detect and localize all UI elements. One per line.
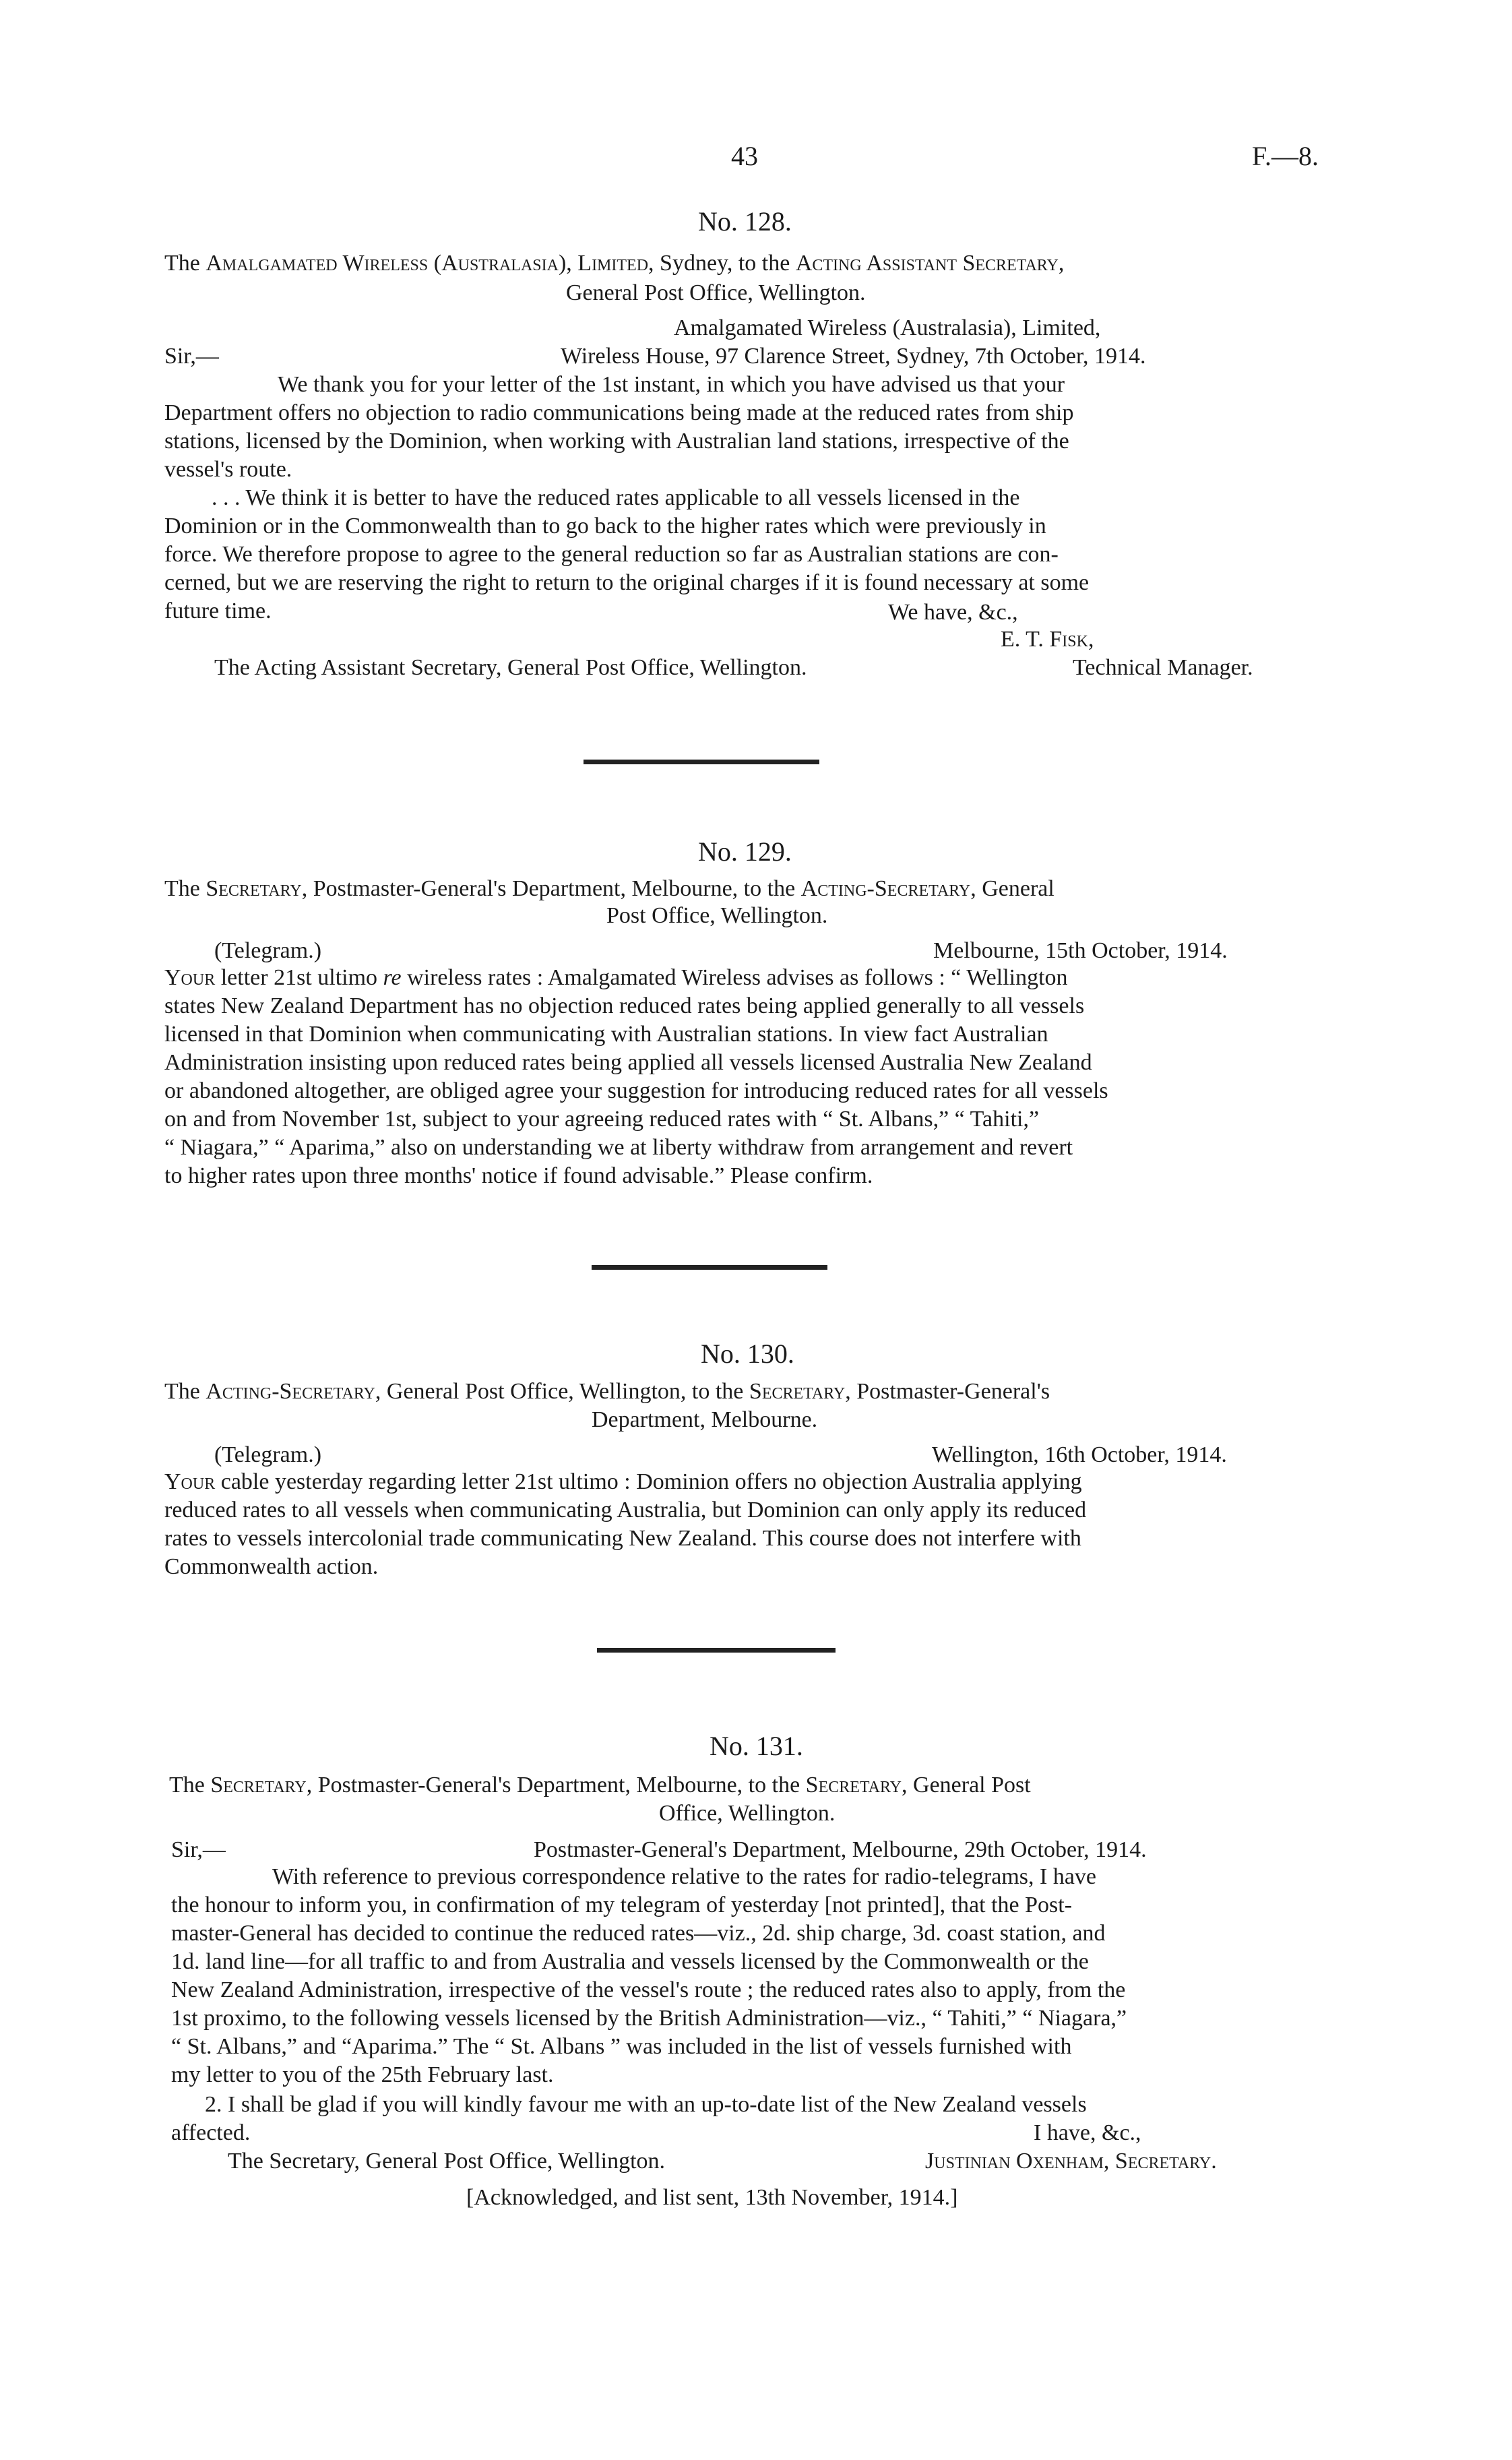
section-title: No. 129. [698, 836, 792, 867]
salutation: Sir,— [164, 344, 219, 369]
letter-heading-line-2: Office, Wellington. [659, 1801, 836, 1826]
body-paragraph-2: 2. I shall be glad if you will kindly favour me with an up-to-date list of the New Zealand vessels affected. [171, 2092, 1087, 2145]
telegram-heading-line-2: Post Office, Wellington. [606, 903, 828, 928]
page-number: 43 [731, 141, 758, 171]
telegram-heading-line-1: The Acting-Secretary, General Post Office, Wellington, to the Secretary, Postmaster-General's [164, 1379, 1050, 1404]
section-divider [592, 1265, 827, 1270]
letter-heading-line-1: The Amalgamated Wireless (Australasia), Limited, Sydney, to the Acting Assistant Secretary, [164, 251, 1065, 276]
telegram-heading-line-2: Department, Melbourne. [592, 1407, 818, 1432]
section-divider [597, 1648, 836, 1653]
salutation: Sir,— [171, 1837, 226, 1862]
telegram-body: Your cable yesterday regarding letter 21st ultimo : Dominion offers no objection Australia applying reduced rates to all vessels when communicating Australia, but Dominion can only apply its reduced rates to vessels intercolonial trade communicating New Zealand. This course does not interfere with Commonwealth action. [164, 1469, 1087, 1579]
section-title: No. 131. [710, 1731, 803, 1761]
letter-heading-line-2: General Post Office, Wellington. [566, 280, 866, 305]
telegram-label: (Telegram.) [214, 1442, 322, 1467]
signatory: Justinian Oxenham, Secretary. [925, 2149, 1217, 2174]
signatory-name: E. T. Fisk, [1001, 627, 1094, 652]
telegram-heading-line-1: The Secretary, Postmaster-General's Department, Melbourne, to the Acting-Secretary, General [164, 876, 1054, 901]
dateline: Wellington, 16th October, 1914. [932, 1442, 1227, 1467]
acknowledgement-note: [Acknowledged, and list sent, 13th November, 1914.] [466, 2185, 958, 2210]
telegram-label: (Telegram.) [214, 938, 322, 963]
body-paragraph-1: With reference to previous correspondence relative to the rates for radio-telegrams, I have the honour to inform you, in confirmation of my telegram of yesterday [not printed], that the Post- master-General has decided to continue the reduced rates—viz., 2d. ship charge, 3d. coast station, and 1d. land line—for all traffic to and from Australia and vessels licensed by the Commonwealth or the New Zealand Administration, irrespective of the vessel's route ; the reduced rates also to apply, from the 1st proximo, to the following vessels licensed by the British Administration—viz., “ Tahiti,” “ Niagara,” “ St. Albans,” and “Aparima.” The “ St. Albans ” was included in the list of vessels furnished with my letter to you of the 25th February last. [171, 1864, 1127, 2087]
body-paragraph-1: We thank you for your letter of the 1st instant, in which you have advised us that your Department offers no objection to radio communications being made at the reduced rates from ship stations, licensed by the Dominion, when working with Australian land stations, irrespective of the vessel's route. [164, 372, 1074, 482]
addressee: The Acting Assistant Secretary, General Post Office, Wellington. [214, 655, 807, 680]
document-reference: F.—8. [1252, 141, 1319, 171]
section-divider [584, 760, 819, 764]
sender-address-line-2: Wireless House, 97 Clarence Street, Sydney, 7th October, 1914. [561, 344, 1146, 369]
dateline: Melbourne, 15th October, 1914. [933, 938, 1228, 963]
section-title: No. 128. [698, 206, 792, 237]
letter-heading-line-1: The Secretary, Postmaster-General's Department, Melbourne, to the Secretary, General Post [169, 1773, 1031, 1797]
sender-address-line-1: Amalgamated Wireless (Australasia), Limited, [674, 315, 1101, 340]
addressee: The Secretary, General Post Office, Wellington. [228, 2149, 666, 2174]
closing: We have, &c., [888, 600, 1018, 625]
body-paragraph-2: . . . We think it is better to have the reduced rates applicable to all vessels licensed in the Dominion or in the Commonwealth than to go back to the higher rates which were previously in force. We therefore propose to agree to the general reduction so far as Australian stations are con- cerned, but we are reserving the right to return to the original charges if it is found necessary at some future time. [164, 485, 1090, 623]
dateline: Postmaster-General's Department, Melbourne, 29th October, 1914. [534, 1837, 1147, 1862]
signatory-title: Technical Manager. [1073, 655, 1253, 680]
telegram-body: Your letter 21st ultimo re wireless rates : Amalgamated Wireless advises as follows : “ Wellington states New Zealand Department has no objection reduced rates being applied generally to all vessels licensed in that Dominion when communicating with Australian stations. In view fact Australian Administration insisting upon reduced rates being applied all vessels licensed Australia New Zealand or abandoned altogether, are obliged agree your suggestion for introducing reduced rates for all vessels on and from November 1st, subject to your agreeing reduced rates with “ St. Albans,” “ Tahiti,” “ Niagara,” “ Aparima,” also on understanding we at liberty withdraw from arrangement and revert to higher rates upon three months' notice if found advisable.” Please confirm. [164, 965, 1108, 1188]
section-title: No. 130. [701, 1339, 794, 1369]
closing: I have, &c., [1034, 2120, 1141, 2145]
